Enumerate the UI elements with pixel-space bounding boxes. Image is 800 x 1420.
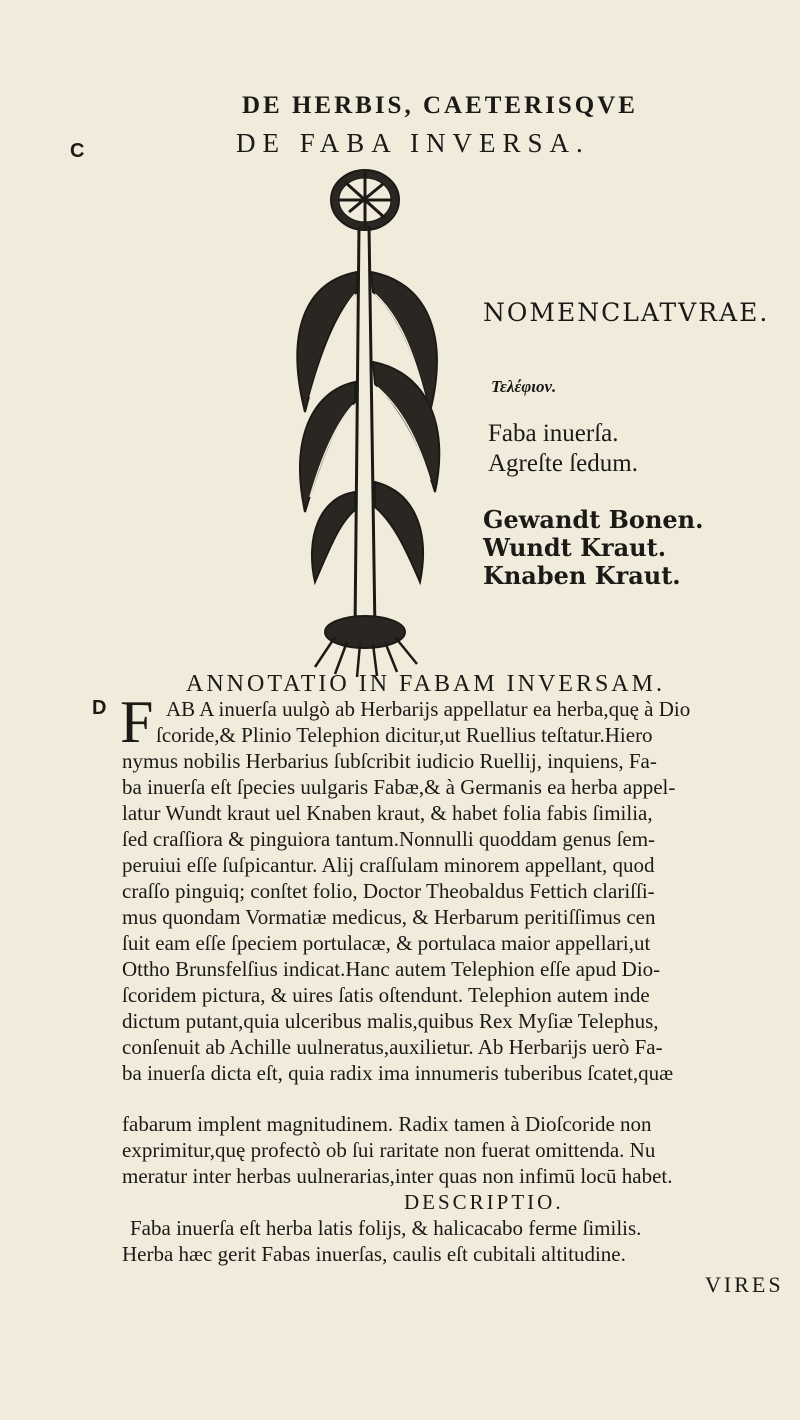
body-text-line: nymus nobilis Herbarius ſubſcribit iudicio Ruellij, inquiens, Fa-: [122, 749, 657, 773]
greek-name: Τελέφιον.: [491, 377, 557, 396]
body-text-line: ſcoridem pictura, & uires ſatis oſtendunt. Telephion autem inde: [122, 983, 650, 1007]
body-text-line: ſcoride,& Plinio Telephion dicitur,ut Ruellius teſtatur.Hiero: [156, 723, 653, 747]
body-text-line: ba inuerſa eſt ſpecies uulgaris Fabæ,& à Germanis ea herba appel-: [122, 775, 676, 799]
german-name: Wundt Kraut.: [483, 533, 667, 562]
body-text-line: ſuit eam eſſe ſpeciem portulacæ, & portulaca maior appellari,ut: [122, 931, 651, 955]
body-text-line: fabarum implent magnitudinem. Radix tamen à Dioſcoride non: [122, 1112, 652, 1136]
body-text-line: mus quondam Vormatiæ medicus, & Herbarum peritiſſimus cen: [122, 905, 656, 929]
annotatio-title: ANNOTATIO IN FABAM INVERSAM.: [186, 671, 665, 697]
drop-cap: F: [120, 689, 154, 755]
body-text-line: conſenuit ab Achille uulneratus,auxilietur. Ab Herbarijs uerò Fa-: [122, 1035, 663, 1059]
margin-letter-c: C: [70, 140, 85, 162]
body-text-line: latur Wundt kraut uel Knaben kraut, & habet folia fabis ſimilia,: [122, 801, 653, 825]
latin-name: Faba inuerſa.: [488, 420, 619, 447]
body-text-line: Ottho Brunsfelſius indicat.Hanc autem Telephion eſſe apud Dio-: [122, 957, 661, 981]
description-line: Faba inuerſa eſt herba latis folijs, & halicacabo ferme ſimilis.: [130, 1216, 642, 1240]
german-name: Knaben Kraut.: [483, 561, 681, 590]
body-text-line: peruiui eſſe ſuſpicantur. Alij craſſulam minorem appellant, quod: [122, 853, 655, 877]
latin-name: Agreſte ſedum.: [488, 450, 638, 477]
body-text-line: dictum putant,quia ulceribus malis,quibus Rex Myſiæ Telephus,: [122, 1009, 659, 1033]
nomenclatura-title: NOMENCLATVRAE.: [483, 298, 770, 327]
body-text-line: AB A inuerſa uulgò ab Herbarijs appellatur ea herba,quę à Dio: [166, 697, 691, 721]
body-text-line: meratur inter herbas uulnerarias,inter quas non infimū locū habet.: [122, 1164, 673, 1188]
german-name: Gewandt Bonen.: [483, 505, 704, 534]
body-text-line: ſed craſſiora & pinguiora tantum.Nonnulli quoddam genus ſem-: [122, 827, 656, 851]
body-text-line: exprimitur,quę profectò ob ſui raritate non fuerat omittenda. Nu: [122, 1138, 656, 1162]
running-header: DE HERBIS, CAETERISQVE: [242, 92, 638, 119]
body-text-line: craſſo pinguiq; conſtet folio, Doctor Theobaldus Fettich clariſſi-: [122, 879, 655, 903]
margin-letter-d: D: [92, 697, 107, 719]
catchword: VIRES: [705, 1272, 784, 1297]
woodcut-plant-icon: [235, 162, 495, 682]
description-line: Herba hæc gerit Fabas inuerſas, caulis eſt cubitali altitudine.: [122, 1242, 626, 1266]
descriptio-title: DESCRIPTIO.: [404, 1190, 564, 1214]
chapter-title: DE FABA INVERSA.: [236, 128, 590, 158]
body-text-line: ba inuerſa dicta eſt, quia radix ima innumeris tuberibus ſcatet,quæ: [122, 1061, 674, 1085]
